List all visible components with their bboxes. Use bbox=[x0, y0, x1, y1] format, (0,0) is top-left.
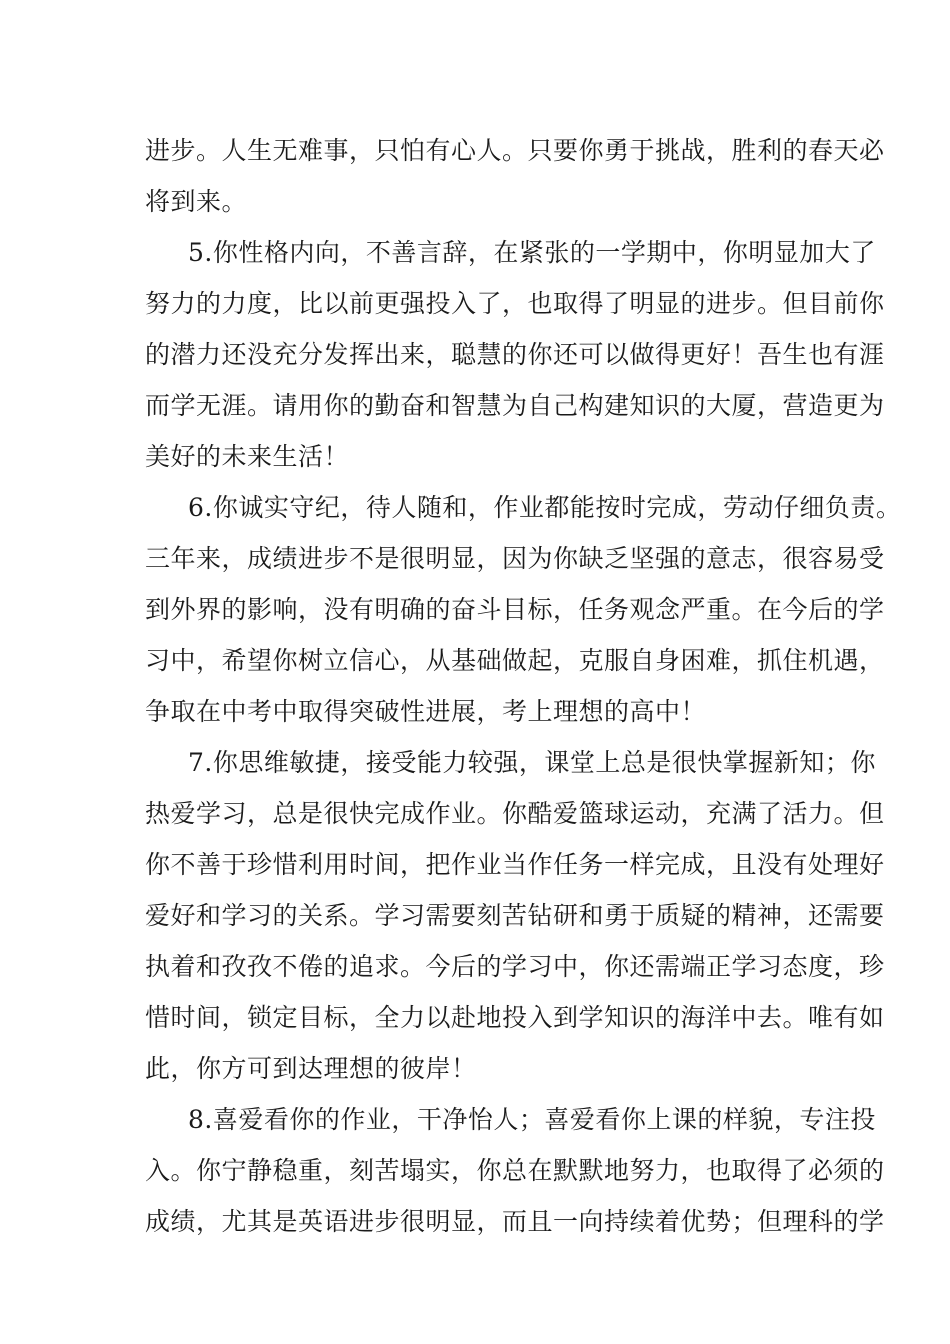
text-line: 将到来。 bbox=[145, 187, 248, 216]
paragraph-5-start: 5.你性格内向，不善言辞，在紧张的一学期中，你明显加大了 bbox=[188, 238, 876, 267]
text-line: 此，你方可到达理想的彼岸！ bbox=[145, 1054, 477, 1083]
text-line: 三年来，成绩进步不是很明显，因为你缺乏坚强的意志，很容易受 bbox=[145, 544, 885, 573]
text-line: 努力的力度，比以前更强投入了，也取得了明显的进步。但目前你 bbox=[145, 289, 885, 318]
text-line: 成绩，尤其是英语进步很明显，而且一向持续着优势；但理科的学 bbox=[145, 1207, 885, 1236]
text-line: 而学无涯。请用你的勤奋和智慧为自己构建知识的大厦，营造更为 bbox=[145, 391, 885, 420]
text-line: 入。你宁静稳重，刻苦塌实，你总在默默地努力，也取得了必须的 bbox=[145, 1156, 885, 1185]
text-line: 执着和孜孜不倦的追求。今后的学习中，你还需端正学习态度，珍 bbox=[145, 952, 885, 981]
text-line: 习中，希望你树立信心，从基础做起，克服自身困难，抓住机遇， bbox=[145, 646, 885, 675]
text-line: 进步。人生无难事，只怕有心人。只要你勇于挑战，胜利的春天必 bbox=[145, 136, 885, 165]
text-line: 的潜力还没充分发挥出来，聪慧的你还可以做得更好！吾生也有涯 bbox=[145, 340, 885, 369]
text-line: 争取在中考中取得突破性进展，考上理想的高中！ bbox=[145, 697, 707, 726]
paragraph-6-start: 6.你诚实守纪，待人随和，作业都能按时完成，劳动仔细负责。 bbox=[188, 493, 902, 522]
paragraph-8-start: 8.喜爱看你的作业，干净怡人；喜爱看你上课的样貌，专注投 bbox=[188, 1105, 876, 1134]
text-line: 美好的未来生活！ bbox=[145, 442, 350, 471]
text-line: 你不善于珍惜利用时间，把作业当作任务一样完成，且没有处理好 bbox=[145, 850, 885, 879]
text-line: 热爱学习，总是很快完成作业。你酷爱篮球运动，充满了活力。但 bbox=[145, 799, 885, 828]
text-line: 惜时间，锁定目标，全力以赴地投入到学知识的海洋中去。唯有如 bbox=[145, 1003, 885, 1032]
text-line: 到外界的影响，没有明确的奋斗目标，任务观念严重。在今后的学 bbox=[145, 595, 885, 624]
text-line: 爱好和学习的关系。学习需要刻苦钻研和勇于质疑的精神，还需要 bbox=[145, 901, 885, 930]
paragraph-7-start: 7.你思维敏捷，接受能力较强，课堂上总是很快掌握新知；你 bbox=[188, 748, 876, 777]
